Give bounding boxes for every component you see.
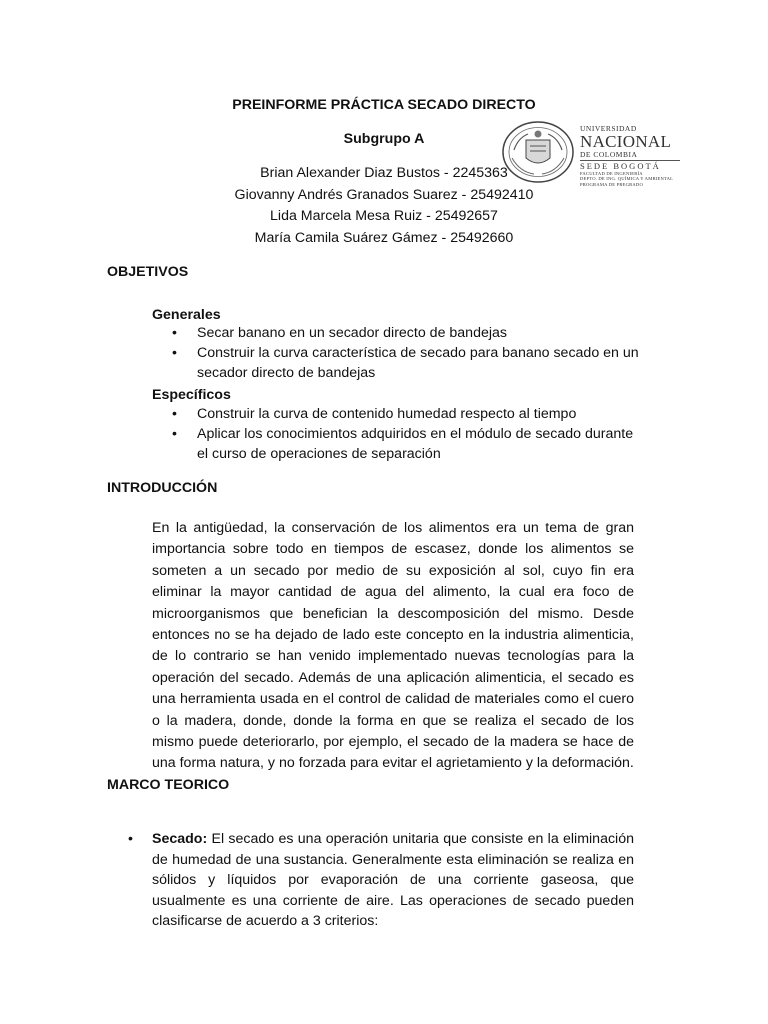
author-line: María Camila Suárez Gámez - 25492660 — [254, 230, 514, 246]
logo-line: DE COLOMBIA — [580, 150, 638, 159]
subheading-especificos: Específicos — [152, 387, 231, 403]
list-item: • Secar banano en un secador directo de bandejas — [152, 323, 642, 343]
logo-line: PROGRAMA DE PREGRADO — [580, 181, 643, 187]
university-seal-icon — [500, 120, 576, 184]
logo-line: UNIVERSIDAD — [580, 124, 637, 133]
logo-line: DEPTO. DE ING. QUÍMICA Y AMBIENTAL — [580, 176, 674, 182]
marco-paragraph — [152, 829, 634, 932]
university-logo — [500, 120, 680, 186]
author-line: Lida Marcela Mesa Ruiz - 25492657 — [270, 208, 498, 224]
generales-list — [152, 323, 642, 383]
author-line: Brian Alexander Diaz Bustos - 2245363 — [260, 165, 508, 181]
logo-line: FACULTAD DE INGENIERÍA — [580, 171, 643, 176]
list-item: • Construir la curva de contenido humedad respecto al tiempo — [152, 404, 642, 424]
author-line: Giovanny Andrés Granados Suarez - 25492410 — [234, 187, 534, 203]
bullet-icon: • — [128, 831, 133, 847]
term-secado: Secado: — [152, 831, 208, 847]
logo-line: SEDE BOGOTÁ — [580, 160, 680, 171]
marco-definition: El secado es una operación unitaria que consiste en la eliminación de humedad de una sustancia. Generalmente esta eliminación se realiza en sólidos y líquidos por evaporación de una corriente gaseosa, que usualmente es una corriente de aire. Las operaciones de secado pueden clasificarse de acuerdo a 3 criterios: — [152, 831, 634, 930]
section-heading-marco-teorico: MARCO TEORICO — [107, 777, 230, 793]
introduction-paragraph: En la antigüedad, la conservación de los alimentos era un tema de gran importancia sobre todo en tiempos de escasez, donde los alimentos se someten a un secado por medio de su exposición al sol, cuyo fin era eliminar la mayor cantidad de agua del alimento, la cual era foco de microorganismos que benefician la descomposición del mismo. Desde entonces no se ha dejado de lado este concepto en la industria alimenticia, de lo contrario se han venido implementado nuevas tecnologías para la operación del secado. Además de una aplicación alimenticia, el secado es una herramienta usada en el control de calidad de materiales como el cuero o la madera, donde, donde la forma en que se realiza el secado de los mismo puede deteriorarlo, por ejemplo, el secado de la madera se hace de una forma natura, y no forzada para evitar el agrietamiento y la deformación. — [152, 520, 634, 772]
document-title: PREINFORME PRÁCTICA SECADO DIRECTO — [232, 97, 536, 113]
logo-line: NACIONAL — [580, 132, 672, 151]
list-item: • Construir la curva característica de secado para banano secado en un secador directo de bandejas — [152, 343, 642, 383]
subheading-generales: Generales — [152, 307, 221, 323]
especificos-list — [152, 404, 642, 464]
list-item: • Aplicar los conocimientos adquiridos en el módulo de secado durante el curso de operaciones de separación — [152, 424, 642, 464]
subgroup-label: Subgrupo A — [343, 131, 425, 147]
section-heading-objetivos: OBJETIVOS — [107, 264, 189, 280]
section-heading-introduccion: INTRODUCCIÓN — [107, 480, 218, 496]
